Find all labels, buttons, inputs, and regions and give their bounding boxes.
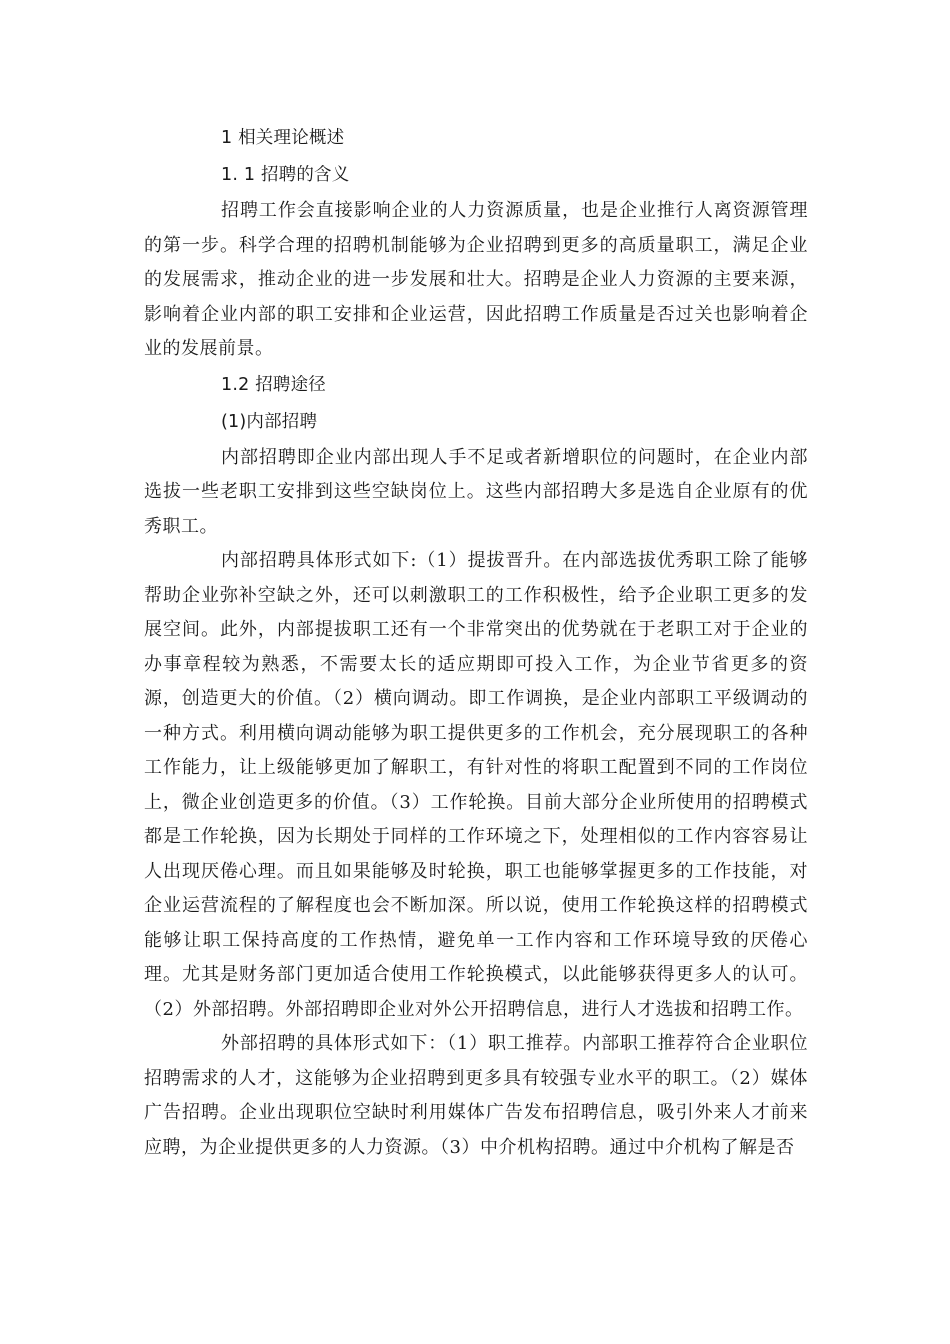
subsection-heading-internal: (1)内部招聘: [221, 411, 318, 432]
paragraph-internal-forms: 内部招聘具体形式如下:（1）提拔晋升。在内部选拔优秀职工除了能够帮助企业弥补空缺之外，还可以刺激职工的工作积极性，给予企业职工更多的发展空间。此外，内部提拔职工还有一个非常突出的优势就在于老职工对于企业的办事章程较为熟悉，不需要太长的适应期即可投入工作，为企业节省更多的资源，创造更大的价值。（2）横向调动。即工作调换，是企业内部职工平级调动的一种方式。利用横向调动能够为职工提供更多的工作机会，充分展现职工的各种工作能力，让上级能够更加了解职工，有针对性的将职工配置到不同的工作岗位上，微企业创造更多的价值。（3）工作轮换。目前大部分企业所使用的招聘模式都是工作轮换，因为长期处于同样的工作环境之下，处理相似的工作内容容易让人出现厌倦心理。而且如果能够及时轮换，职工也能够掌握更多的工作技能，对企业运营流程的了解程度也会不断加深。所以说，使用工作轮换这样的招聘模式能够让职工保持高度的工作热情，避免单一工作内容和工作环境导致的厌倦心理。尤其是财务部门更加适合使用工作轮换模式，以此能够获得更多人的认可。（2）外部招聘。外部招聘即企业对外公开招聘信息，进行人才选拔和招聘工作。: [144, 550, 808, 1020]
section-heading-1-1: 1. 1 招聘的含义: [221, 165, 350, 185]
paragraph-recruitment-meaning: 招聘工作会直接影响企业的人力资源质量，也是企业推行人离资源管理的第一步。科学合理的招聘机制能够为企业招聘到更多的高质量职工，满足企业的发展需求，推动企业的进一步发展和壮大。招聘是企业人力资源的主要来源，影响着企业内部的职工安排和企业运营，因此招聘工作质量是否过关也影响着企业的发展前景。: [144, 200, 808, 359]
section-heading-1: 1 相关理论概述: [221, 128, 345, 148]
paragraph-internal-definition: 内部招聘即企业内部出现人手不足或者新增职位的问题时，在企业内部选拔一些老职工安排到这些空缺岗位上。这些内部招聘大多是选自企业原有的优秀职工。: [144, 446, 808, 537]
document-body: [144, 120, 808, 1165]
section-heading-1-2: 1.2 招聘途径: [221, 374, 326, 395]
paragraph-external-forms: 外部招聘的具体形式如下：（1）职工推荐。内部职工推荐符合企业职位招聘需求的人才，这能够为企业招聘到更多具有较强专业水平的职工。（2）媒体广告招聘。企业出现职位空缺时利用媒体广告发布招聘信息，吸引外来人才前来应聘，为企业提供更多的人力资源。（3）中介机构招聘。通过中介机构了解是否: [144, 1033, 808, 1158]
